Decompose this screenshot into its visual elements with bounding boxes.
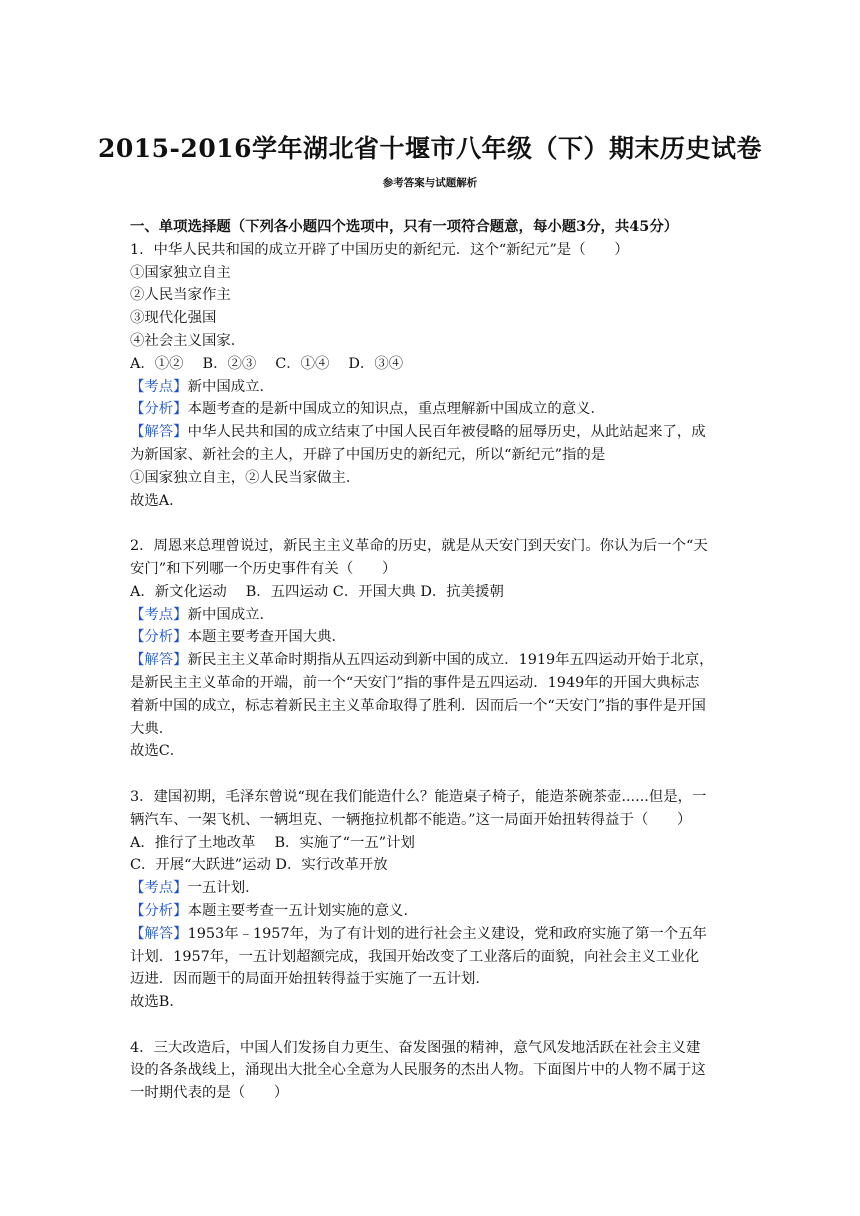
question-choices: A．推行了土地改革 B．实施了“一五”计划: [130, 834, 415, 851]
spacer: [130, 1014, 736, 1037]
fenxi-line: [130, 626, 736, 649]
question-stem-line: 辆汽车、一架飞机、一辆坦克、一辆拖拉机都不能造。”这一局面开始扭转得益于（ ）: [130, 811, 692, 828]
document-body: [130, 216, 736, 1105]
kaodian-text: 新中国成立．: [187, 378, 274, 395]
fenxi-line: [130, 398, 736, 421]
kaodian-text: 一五计划．: [187, 880, 260, 897]
question-option-line: ①国家独立自主: [130, 264, 231, 281]
jieda-continuation: 着新中国的成立，标志着新民主主义革命取得了胜利．因而后一个“天安门”指的事件是开国: [130, 697, 706, 714]
fenxi-text: 本题考查的是新中国成立的知识点，重点理解新中国成立的意义．: [187, 401, 605, 418]
jieda-tag: 【解答】: [130, 925, 188, 942]
question-1: [130, 239, 736, 513]
question-4: [130, 1037, 736, 1105]
kaodian-tag: 【考点】: [130, 606, 188, 623]
jieda-text: 中华人民共和国的成立结束了中国人民百年被侵略的屈辱历史，从此站起来了，成: [187, 424, 706, 441]
question-option-line: ③现代化强国: [130, 310, 217, 327]
question-option-line: ④社会主义国家．: [130, 332, 246, 349]
jieda-continuation: 为新国家、新社会的主人，开辟了中国历史的新纪元，所以“新纪元”指的是: [130, 446, 606, 463]
question-option-line: ②人民当家作主: [130, 287, 231, 304]
kaodian-line: [130, 376, 736, 399]
kaodian-line: [130, 604, 736, 627]
answer-line: 故选B．: [130, 994, 184, 1011]
question-3: [130, 786, 736, 1014]
question-stem-line: 一时期代表的是（ ）: [130, 1085, 289, 1102]
section-heading: 一、单项选择题（下列各小题四个选项中，只有一项符合题意，每小题3分，共45分）: [130, 218, 679, 235]
jieda-tag: 【解答】: [130, 424, 188, 441]
fenxi-tag: 【分析】: [130, 902, 188, 919]
jieda-text: 1953年﹣1957年，为了有计划的进行社会主义建设，党和政府实施了第一个五年: [187, 925, 707, 942]
question-choices: A．新文化运动 B．五四运动 C．开国大典 D．抗美援朝: [130, 583, 504, 600]
jieda-line: [130, 923, 736, 946]
kaodian-tag: 【考点】: [130, 880, 188, 897]
kaodian-tag: 【考点】: [130, 378, 188, 395]
fenxi-tag: 【分析】: [130, 401, 188, 418]
question-stem-line: 3．建国初期，毛泽东曾说“现在我们能造什么？能造桌子椅子，能造茶碗茶壶......但是，一: [130, 788, 707, 805]
fenxi-line: [130, 900, 736, 923]
question-stem-line: 2．周恩来总理曾说过，新民主主义革命的历史，就是从天安门到天安门。你认为后一个“天: [130, 538, 708, 555]
kaodian-line: [130, 877, 736, 900]
question-choices: A．①② B．②③ C．①④ D．③④: [130, 355, 404, 372]
answer-line: 故选A．: [130, 492, 184, 509]
fenxi-tag: 【分析】: [130, 629, 188, 646]
fenxi-text: 本题主要考查一五计划实施的意义．: [187, 902, 418, 919]
jieda-text: 新民主主义革命时期指从五四运动到新中国的成立．1919年五四运动开始于北京，: [187, 652, 714, 669]
answer-line: 故选C．: [130, 743, 185, 760]
jieda-tag: 【解答】: [130, 652, 188, 669]
kaodian-text: 新中国成立．: [187, 606, 274, 623]
jieda-continuation: 大典．: [130, 720, 174, 737]
jieda-line: [130, 649, 736, 672]
question-stem-line: 1．中华人民共和国的成立开辟了中国历史的新纪元．这个“新纪元”是（ ）: [130, 241, 629, 258]
jieda-continuation: 计划．1957年，一五计划超额完成，我国开始改变了工业落后的面貌，向社会主义工业化: [130, 948, 700, 965]
question-stem-line: 安门”和下列哪一个历史事件有关（ ）: [130, 560, 397, 577]
jieda-continuation: 迈进．因而题干的局面开始扭转得益于实施了一五计划．: [130, 971, 490, 988]
question-stem-line: 设的各条战线上，涌现出大批全心全意为人民服务的杰出人物。下面图片中的人物不属于这: [130, 1062, 706, 1079]
spacer: [130, 512, 736, 535]
question-choices: C．开展“大跃进”运动 D．实行改革开放: [130, 857, 388, 874]
question-stem-line: 4．三大改造后，中国人们发扬自力更生、奋发图强的精神，意气风发地活跃在社会主义建: [130, 1039, 701, 1056]
question-2: [130, 535, 736, 763]
spacer: [130, 763, 736, 786]
jieda-continuation: 是新民主主义革命的开端，前一个“天安门”指的事件是五四运动．1949年的开国大典标志: [130, 674, 700, 691]
page-subtitle: 参考答案与试题解析: [382, 177, 478, 189]
jieda-continuation: ①国家独立自主，②人民当家做主．: [130, 469, 361, 486]
page-title: 2015-2016学年湖北省十堰市八年级（下）期末历史试卷: [97, 134, 763, 163]
fenxi-text: 本题主要考查开国大典．: [187, 629, 346, 646]
jieda-line: [130, 421, 736, 444]
